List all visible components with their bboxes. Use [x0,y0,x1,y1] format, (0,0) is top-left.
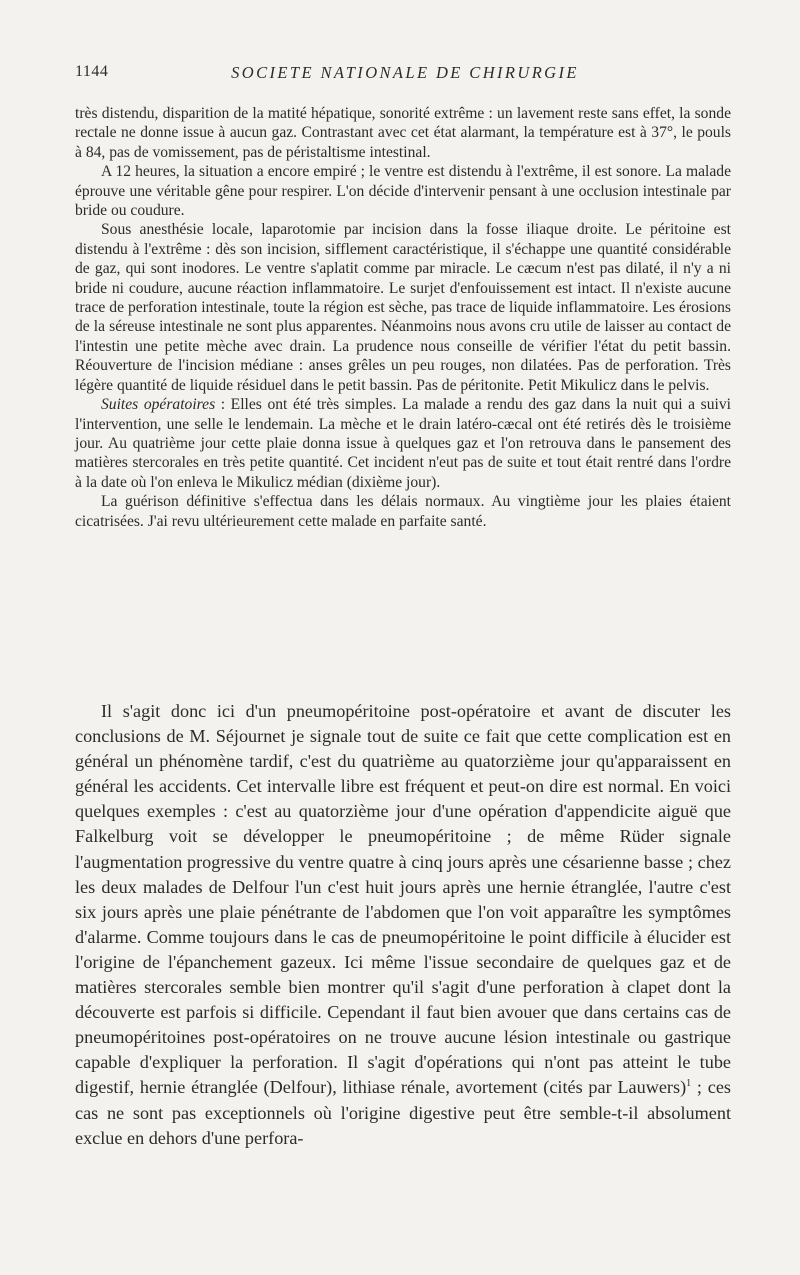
suites-operatoires-text: : Elles ont été très simples. La malade a rendu des gaz dans la nuit qui a suivi l'intervention, une selle le lendemain. La mèche et le drain latéro-cæcal ont été retirés dès le troisième jour. Au quatrième jour cette plaie donna issue à quelques gaz et l'on retrouva dans le pansement des matières stercorales en très petite quantité. Cet incident n'eut pas de suite et tout était rentré dans l'ordre à la date où l'on enleva le Mikulicz médian (dixième jour). [75,396,732,491]
paragraph-continued: très distendu, disparition de la matité hépatique, sonorité extrême : un lavement reste sans effet, la sonde rectale ne donne issue à aucun gaz. Contrastant avec cet état alarmant, la température est à 37°, le pouls à 84, pas de vomissement, pas de péristaltisme intestinal. [75,105,731,161]
discussion-text-part2: ; ces cas ne sont pas exceptionnels où l'origine digestive peut être semble-t-il absolument exclue en dehors d'une perfora- [75,1077,731,1148]
case-report-text [75,104,731,531]
paragraph-discussion [75,699,731,1151]
suites-operatoires-heading: Suites opératoires [101,396,216,414]
paragraph-laparotomie: Sous anesthésie locale, laparotomie par incision dans la fosse iliaque droite. Le péritoine est distendu à l'extrême : dès son incision, sifflement caractéristique, il s'échappe une quantité considérable de gaz, qui sont inodores. Le ventre s'aplatit comme par miracle. Le cæcum n'est pas dilaté, il n'y a ni bride ni coudure, aucune réaction inflammatoire. Le surjet d'enfouissement est intact. Il n'existe aucune trace de perforation intestinale, toute la région est sèche, pas trace de liquide inflammatoire. Les érosions de la séreuse intestinale ne sont plus apparentes. Néanmoins nous avons cru utile de laisser au contact de l'intestin une petite mèche avec drain. La prudence nous conseille de vérifier l'état du petit bassin. Réouverture de l'incision médiane : anses grêles un peu rouges, non dilatées. Pas de perforation. Très légère quantité de liquide résiduel dans le petit bassin. Pas de péritonite. Petit Mikulicz dans le pelvis. [75,221,731,394]
paragraph-12-heures: A 12 heures, la situation a encore empiré ; le ventre est distendu à l'extrême, il est sonore. La malade éprouve une véritable gêne pour respirer. L'on décide d'intervenir pensant à une occlusion intestinale par bride ou coudure. [75,163,731,220]
discussion-text-part1: Il s'agit donc ici d'un pneumopéritoine post-opératoire et avant de discuter les conclusions de M. Séjournet je signale tout de suite ce fait que cette complication est en général un phénomène tardif, c'est du quatrième au quatorzième jour qu'apparaissent en général les accidents. Cet intervalle libre est fréquent et peut-on dire est normal. En voici quelques exemples : c'est au quatorzième jour d'une opération d'appendicite aiguë que Falkelburg voit se développer le pneumopéritoine ; de même Rüder signale l'augmentation progressive du ventre quatre à cinq jours après une césarienne basse ; chez les deux malades de Delfour l'un c'est huit jours après une hernie étranglée, l'autre c'est six jours après une plaie pénétrante de l'abdomen que l'on voit apparaître les symptômes d'alarme. Comme toujours dans le cas de pneumopéritoine le point difficile à élucider est l'origine de l'épanchement gazeux. Ici même l'issue secondaire de quelques gaz et de matières stercorales semble bien montrer qu'il s'agit d'une perforation à clapet dont la découverte est parfois si difficile. Cependant il faut bien avouer que dans certains cas de pneumopéritoines post-opératoires on ne trouve aucune lésion intestinale ou gastrique capable d'expliquer la perforation. Il s'agit d'opérations qui n'ont pas atteint le tube digestif, hernie étranglée (Delfour), lithiase rénale, avortement (cités par Lauwers) [75,701,731,1098]
footnote-marker[interactable]: 1 [686,1078,692,1090]
paragraph-guerison: La guérison définitive s'effectua dans les délais normaux. Au vingtième jour les plaies étaient cicatrisées. J'ai revu ultérieurement cette malade en parfaite santé. [75,493,731,530]
discussion-text [75,699,731,1151]
page-header [75,63,735,85]
page-number: 1144 [75,63,109,80]
paragraph-suites-operatoires [75,395,731,492]
running-head: SOCIETE NATIONALE DE CHIRURGIE [231,63,579,82]
